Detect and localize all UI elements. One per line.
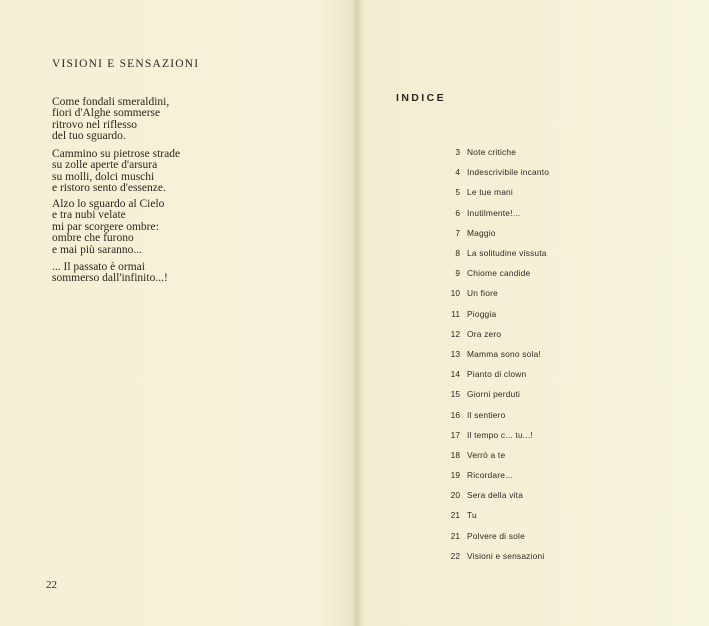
toc-page-number: 14 [450,369,460,380]
poem-line: mi par scorgere ombre: [52,220,159,233]
toc-title: La solitudine vissuta [467,248,547,259]
toc-page-number: 3 [455,147,460,158]
stanza [52,199,164,256]
stanza [52,97,169,143]
toc-title: Tu [467,510,477,521]
toc-page-number: 15 [450,389,460,400]
toc-title: Note critiche [467,147,517,158]
poem-line: su zolle aperte d'arsura [52,159,158,172]
toc-page-number: 10 [450,288,460,299]
toc-entry [442,505,549,525]
toc-page-number: 16 [450,409,460,420]
right-page [356,0,709,626]
toc-title: Pianto di clown [467,369,527,380]
poem-line: del tuo sguardo. [52,130,126,143]
toc-page-number: 22 [450,550,460,561]
index-title: INDICE [396,92,446,104]
toc-title: Giorni perduti [467,389,521,400]
toc-entry [442,304,549,324]
poem-line: fiori d'Alghe sommerse [52,107,161,120]
toc-title: Visioni e sensazioni [467,550,545,561]
page-number: 22 [46,579,57,591]
toc-entry [442,445,549,465]
toc-page-number: 20 [450,490,460,501]
toc-entry [442,465,549,485]
toc-entry [442,404,549,424]
toc-page-number: 6 [455,207,460,218]
toc-page-number: 17 [450,429,460,440]
toc-entry [442,485,549,505]
poem-line: e tra nubi velate [52,209,126,222]
toc-page-number: 8 [455,248,460,259]
toc-page-number: 21 [450,530,460,541]
toc-title: Il tempo c... tu...! [467,429,533,440]
toc-page-number: 11 [451,308,460,319]
toc-entry [442,142,549,162]
toc-page-number: 18 [450,449,460,460]
toc-entry [442,526,549,546]
toc-entry [442,425,549,445]
poem-line: Cammino su pietrose strade [52,148,181,160]
toc-entry [442,263,549,283]
toc-title: Ora zero [467,328,502,339]
toc-entry [442,546,549,566]
toc-entry [442,162,549,182]
toc-page-number: 21 [450,510,460,521]
poem-line: Come fondali smeraldini, [52,96,170,108]
poem-title: VISIONI E SENSAZIONI [52,58,200,70]
toc-title: Verrò a te [467,449,506,460]
toc-entry [442,243,549,263]
toc-title: Chiome candide [467,268,531,279]
toc-page-number: 5 [455,187,460,198]
toc-entry [442,203,549,223]
toc-entry [442,344,549,364]
toc-page-number: 19 [450,470,460,481]
toc-page-number: 4 [455,167,460,178]
toc-title: Un fiore [467,288,498,299]
toc-title: Maggio [467,227,496,238]
toc-page-number: 9 [455,268,460,279]
toc-title: Le tue mani [467,187,513,198]
poem-line: ombre che furono [52,232,134,245]
poem-line: su molli, dolci muschi [52,170,155,183]
poem-line: sommerso dall'infinito...! [52,272,168,285]
poem-line: Alzo lo sguardo al Cielo [52,198,165,210]
toc-entry [442,182,549,202]
toc-page-number: 7 [455,227,460,238]
toc-page-number: 12 [450,328,460,339]
toc-entry [442,283,549,303]
toc-entry [442,223,549,243]
table-of-contents [442,142,549,566]
poem-line: ... Il passato è ormai [52,261,145,273]
toc-title: Pioggia [467,308,497,319]
poem-line: e mai più saranno... [52,243,143,256]
poem-line: e ristoro sento d'essenze. [52,182,166,195]
toc-entry [442,384,549,404]
toc-entry [442,324,549,344]
poem-line: ritrovo nel riflesso [52,118,137,131]
toc-page-number: 13 [450,348,460,359]
toc-title: Polvere di sole [467,530,525,541]
toc-title: Ricordare... [467,470,513,481]
toc-title: Indescrivibile incanto [467,167,550,178]
toc-title: Sera della vita [467,490,524,501]
toc-entry [442,364,549,384]
toc-title: Mamma sono sola! [467,348,541,359]
stanza [52,262,168,285]
toc-title: Il sentiero [467,409,506,420]
stanza [52,149,180,195]
toc-title: Inutilmente!... [467,207,521,218]
